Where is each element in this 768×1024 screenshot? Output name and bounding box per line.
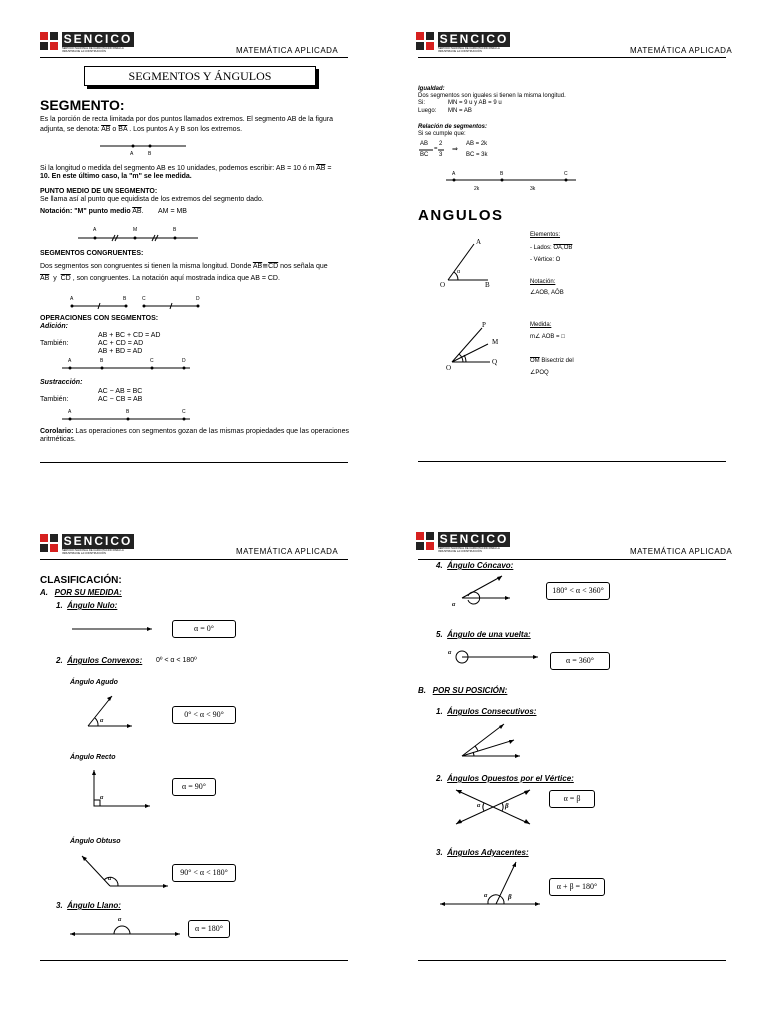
fig2-label-m: M <box>492 338 499 346</box>
bisectriz-line: $\overline{OM}$ Bisectriz del <box>530 358 574 364</box>
midpoint-label-a: A <box>93 227 97 233</box>
section-b: B. POR SU POSICIÓN: <box>418 686 508 695</box>
relacion-si: Si se cumple que: <box>418 131 466 137</box>
header-title: MATEMÁTICA APLICADA <box>236 547 339 556</box>
igualdad-luego: Luego: <box>418 108 437 114</box>
item-3-llano: 3. Ángulo Llano: <box>56 901 121 910</box>
sustraccion-eq-1: AC − AB = BC <box>98 388 143 395</box>
fig-label-b: B <box>485 281 490 289</box>
agudo-label: Ángulo Agudo <box>70 679 118 686</box>
igualdad-eq-1: MN = 9 u y AB = 9 u <box>448 100 502 106</box>
relacion-result-2: BC = 3k <box>466 152 488 158</box>
item-1-nulo: 1. Ángulo Nulo: <box>56 601 118 610</box>
punto-medio-def: Se llama así al punto que equidista de los extremos del segmento dado. <box>40 196 264 203</box>
concavo-formula-box: 180° < α < 360° <box>546 582 610 600</box>
logo-subtitle: SERVICIO NACIONAL DE CAPACITACIÓN PARA LA INDUSTRIA DE LA CONSTRUCCIÓN <box>438 547 500 554</box>
item-2-convexos: 2. Ángulos Convexos: <box>56 656 143 665</box>
vuelta-formula-box: α = 360° <box>550 652 610 670</box>
midpoint-label-m: M <box>133 227 138 233</box>
opuestos-formula-box: α = β <box>549 790 595 808</box>
heading-congruentes: SEGMENTOS CONGRUENTES: <box>40 250 144 257</box>
header-title: MATEMÁTICA APLICADA <box>630 46 733 55</box>
agudo-formula-box: 0° < α < 90° <box>172 706 236 724</box>
obtuso-formula-box: 90° < α < 180° <box>172 864 236 882</box>
nulo-formula-box: α = 0° <box>172 620 236 638</box>
item-3-adyacentes: 3. Ángulos Adyacentes: <box>436 848 529 857</box>
fig-label-alpha: α <box>457 269 461 275</box>
logo-word: SENCICO <box>63 32 133 46</box>
recto-formula-box: α = 90° <box>172 778 216 796</box>
poq-label: ∠POQ <box>530 370 549 376</box>
elementos-label: Elementos: <box>530 232 561 238</box>
igualdad-def: Dos segmentos son iguales si tienen la misma longitud. <box>418 93 566 99</box>
relacion-bc: BC <box>420 152 429 158</box>
relacion-label: Relación de segmentos: <box>418 124 488 130</box>
section-a: A. POR SU MEDIDA: <box>40 588 122 597</box>
medida-value: m∠ AOB = □ <box>530 334 565 340</box>
item-2-opuestos: 2. Ángulos Opuestos por el Vértice: <box>436 774 574 783</box>
op-alpha: α <box>477 803 481 809</box>
llano-formula-box: α = 180° <box>188 920 230 938</box>
congruentes-line-1: Dos segmentos son congruentes si tienen la misma longitud. Donde $\overline{AB}≅\overline{CD}$ nos señala que <box>40 263 328 270</box>
vertice-item: - Vértice: O <box>530 257 561 263</box>
header-title: MATEMÁTICA APLICADA <box>236 46 339 55</box>
heading-operaciones: OPERACIONES CON SEGMENTOS: <box>40 315 159 322</box>
fig2-label-o: O <box>446 364 452 372</box>
igualdad-label: Igualdad: <box>418 86 445 92</box>
length-line-2: 10. En este último caso, la "m" se lee medida. <box>40 173 192 180</box>
notacion-label: Notación: <box>530 279 556 285</box>
vuelta-alpha: α <box>448 650 452 656</box>
relacion-equals: = <box>434 146 438 152</box>
relacion-ab: AB <box>420 141 429 147</box>
su-label-c: C <box>182 409 186 415</box>
recto-label: Ángulo Recto <box>70 754 116 761</box>
adicion-eq-3: AB + BD = AD <box>98 348 143 355</box>
ad-label-c: C <box>150 358 154 364</box>
corolario-line-2: aritméticas. <box>40 436 76 443</box>
fig-label-o: O <box>440 281 446 289</box>
definition-line-2: adjunta, se denota: $\overline{AB}$ o $\overline{BA}$ . Los puntos A y B son los extremos. <box>40 126 243 133</box>
relacion-2: 2 <box>439 141 443 147</box>
op-beta: β <box>505 802 509 810</box>
logo-subtitle: SERVICIO NACIONAL DE CAPACITACIÓN PARA LA INDUSTRIA DE LA CONSTRUCCIÓN <box>438 47 500 54</box>
recto-alpha: α <box>100 795 104 801</box>
label-b: B <box>148 151 152 157</box>
relacion-result-1: AB = 2k <box>466 141 488 147</box>
cg-label-d: D <box>196 296 200 302</box>
logo-word: SENCICO <box>439 32 509 46</box>
igualdad-eq-2: MN = AB <box>448 108 472 114</box>
adyacentes-formula-box: α + β = 180° <box>549 878 605 896</box>
lados-item: - Lados: OA,OB <box>530 245 573 251</box>
ad-label-a: A <box>68 358 72 364</box>
relacion-arrow: ⇒ <box>452 146 458 153</box>
corolario-line-1: Corolario: Las operaciones con segmentos gozan de las mismas propiedades que las operaciones <box>40 428 349 435</box>
heading-clasificacion: CLASIFICACIÓN: <box>40 575 122 586</box>
fig2-label-q: Q <box>492 358 498 366</box>
logo-subtitle: SERVICIO NACIONAL DE CAPACITACIÓN PARA LA INDUSTRIA DE LA CONSTRUCCIÓN <box>62 47 124 54</box>
footer-rule <box>418 960 726 961</box>
item-5-vuelta: 5. Ángulo de una vuelta: <box>436 630 531 639</box>
tambien-label-2: También: <box>40 396 69 403</box>
adicion-eq-1: AB + BC + CD = AD <box>98 332 161 339</box>
igualdad-si: Si: <box>418 100 426 106</box>
item-1-consecutivos: 1. Ángulos Consecutivos: <box>436 707 537 716</box>
ady-beta: β <box>508 893 512 901</box>
obtuso-alpha: α <box>108 876 112 882</box>
logo-subtitle: SERVICIO NACIONAL DE CAPACITACIÓN PARA LA INDUSTRIA DE LA CONSTRUCCIÓN <box>62 549 124 556</box>
su-label-a: A <box>68 409 72 415</box>
item-4-concavo: 4. Ángulo Cóncavo: <box>436 561 514 570</box>
fig2-label-p: P <box>482 321 486 329</box>
page-title: SEGMENTOS Y ÁNGULOS <box>84 66 316 86</box>
logo-word: SENCICO <box>439 532 509 546</box>
llano-alpha: α <box>118 917 122 923</box>
rel-label-b: B <box>500 171 504 177</box>
logo-word: SENCICO <box>63 534 133 548</box>
punto-medio-notation: Notación: "M" punto medio $\overline{AB}$. <box>40 208 144 215</box>
su-label-b: B <box>126 409 130 415</box>
ad-label-b: B <box>100 358 104 364</box>
notacion-value: ∠AOB, AÔB <box>530 290 564 296</box>
medida-label: Medida: <box>530 322 552 328</box>
congruentes-line-2: $\overline{AB}$ y $\overline{CD}$ , son congruentes. La notación aquí mostrada indica que AB = CD. <box>40 275 280 282</box>
heading-segmento: SEGMENTO: <box>40 97 125 113</box>
length-line-1: Si la longitud o medida del segmento AB es 10 unidades, podemos escribir: AB = 10 ó m $\overline{AB}$ = <box>40 165 332 172</box>
punto-medio-equation: AM = MB <box>158 208 187 215</box>
agudo-alpha: α <box>100 718 104 724</box>
heading-angulos: ANGULOS <box>418 207 504 224</box>
rel-label-2k: 2k <box>474 186 480 192</box>
definition-line-1: Es la porción de recta limitada por dos puntos llamados extremos. El segmento AB de la figura <box>40 116 333 123</box>
sustraccion-label: Sustracción: <box>40 379 83 386</box>
relacion-3: 3 <box>439 152 443 158</box>
concavo-alpha: α <box>452 602 456 608</box>
label-a: A <box>130 151 134 157</box>
cg-label-c: C <box>142 296 146 302</box>
cg-label-b: B <box>123 296 127 302</box>
adicion-eq-2: AC + CD = AD <box>98 340 144 347</box>
rel-label-c: C <box>564 171 568 177</box>
fig-label-a: A <box>476 238 482 246</box>
cg-label-a: A <box>70 296 74 302</box>
sustraccion-eq-2: AC − CB = AB <box>98 396 143 403</box>
ady-alpha: α <box>484 893 488 899</box>
rel-label-3k: 3k <box>530 186 536 192</box>
midpoint-label-b: B <box>173 227 177 233</box>
convexos-range: 0º < α < 180º <box>156 657 197 664</box>
ad-label-d: D <box>182 358 186 364</box>
tambien-label-1: También: <box>40 340 69 347</box>
obtuso-label: Ángulo Obtuso <box>70 838 121 845</box>
heading-punto-medio: PUNTO MEDIO DE UN SEGMENTO: <box>40 188 158 195</box>
header-title: MATEMÁTICA APLICADA <box>630 547 733 556</box>
rel-label-a: A <box>452 171 456 177</box>
adicion-label: Adición: <box>40 323 68 330</box>
